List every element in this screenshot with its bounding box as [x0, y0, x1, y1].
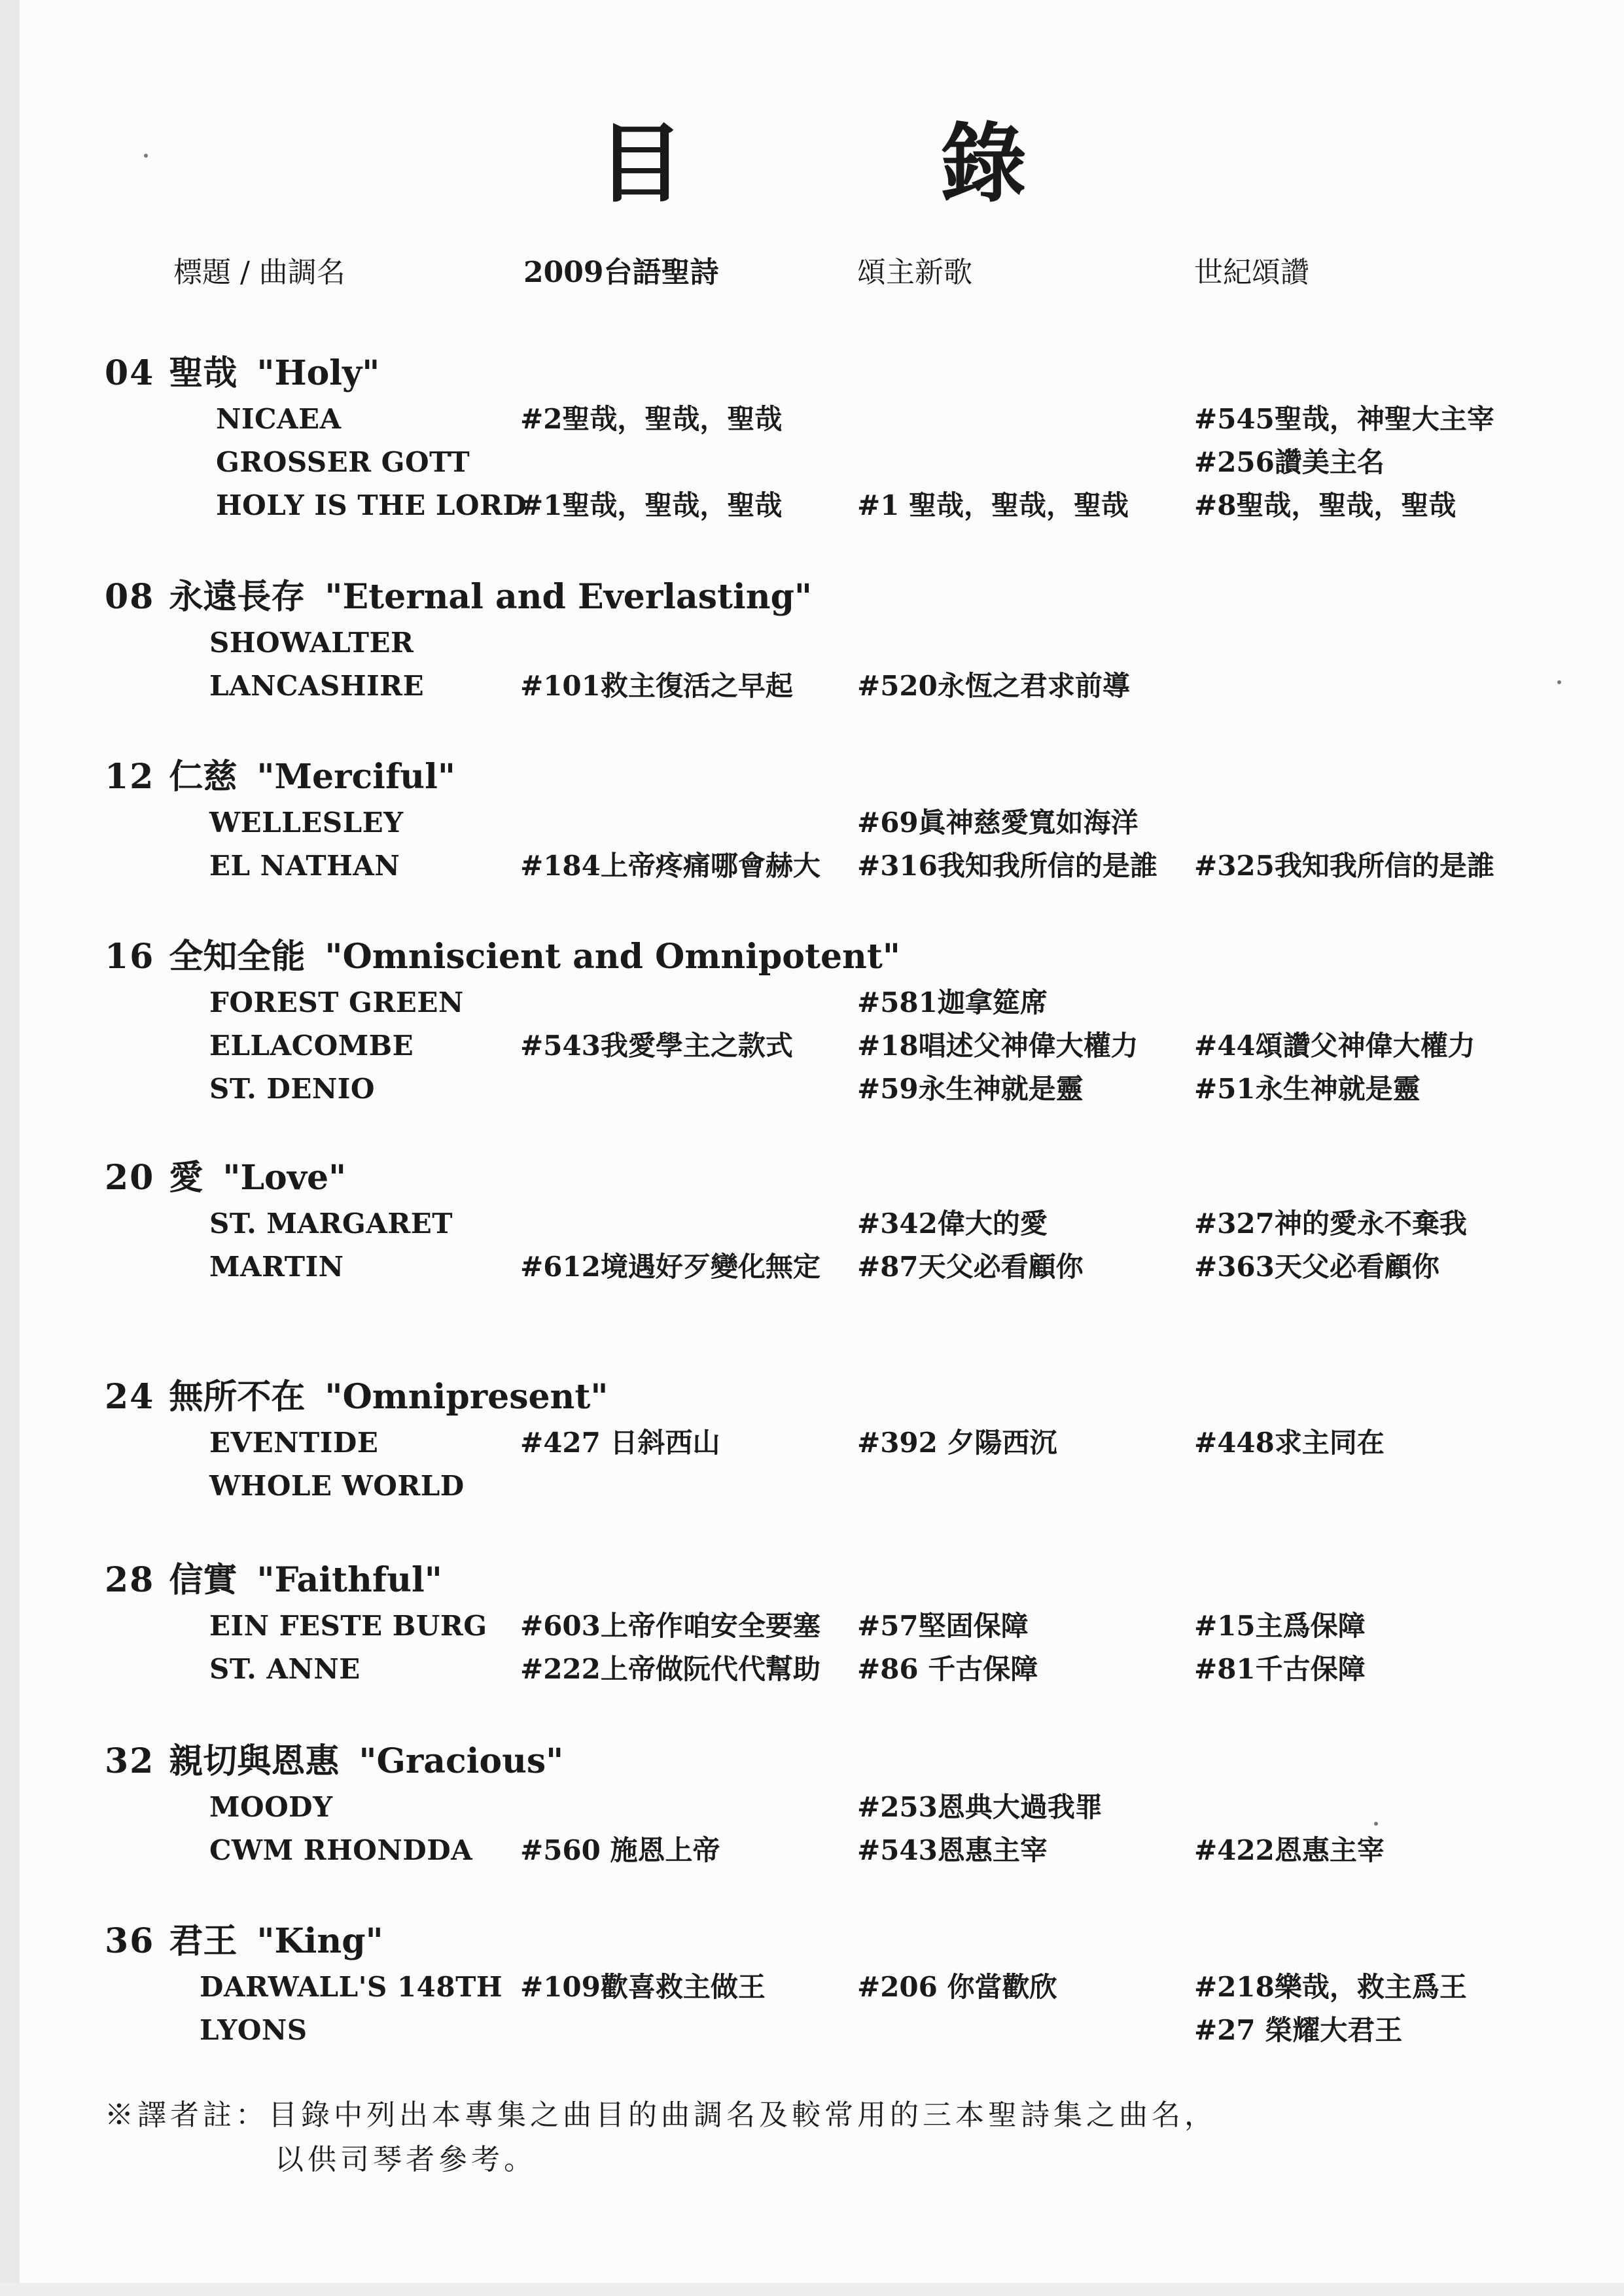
section-page-number: 20 [105, 1158, 155, 1198]
header-taiwanese-hymnal: 2009台語聖詩 [523, 256, 719, 289]
translator-note-line1: ※譯者註：目錄中列出本專集之曲目的曲調名及較常用的三本聖詩集之曲名， [105, 2098, 1217, 2132]
hymn-century-praise: #256讚美主名 [1194, 446, 1385, 478]
tune-name: ST. ANNE [209, 1653, 361, 1685]
hymn-new-songs: #253恩典大過我罪 [857, 1791, 1103, 1823]
hymn-new-songs: #69眞神慈愛寬如海洋 [857, 807, 1139, 839]
hymn-taiwanese: #1聖哉，聖哉，聖哉 [520, 489, 783, 521]
section-heading [105, 757, 455, 797]
table-row [0, 809, 1624, 848]
section-page-number: 16 [105, 937, 155, 977]
hymn-new-songs: #18唱述父神偉大權力 [857, 1030, 1139, 1062]
section-english-title: "Love" [222, 1158, 347, 1198]
tune-name: CWM RHONDDA [209, 1834, 473, 1866]
section-page-number: 28 [105, 1560, 155, 1600]
section-heading [105, 353, 380, 393]
section-heading [105, 1560, 442, 1600]
hymn-new-songs: #59永生神就是靈 [857, 1073, 1084, 1105]
tune-name: ST. MARGARET [209, 1208, 453, 1240]
tune-name: WELLESLEY [209, 807, 404, 839]
section-english-title: "King" [256, 1921, 383, 1961]
translator-note-line2: 以供司琴者參考。 [275, 2143, 537, 2176]
scan-speck [144, 154, 148, 158]
section-english-title: "Eternal and Everlasting" [325, 577, 813, 617]
tune-name: MOODY [209, 1791, 333, 1823]
hymn-taiwanese: #560 施恩上帝 [520, 1834, 720, 1866]
section-english-title: "Holy" [256, 353, 380, 393]
section-english-title: "Omniscient and Omnipotent" [325, 937, 900, 977]
section-heading [105, 937, 900, 977]
header-century-praise: 世紀頌讚 [1194, 256, 1309, 289]
hymn-taiwanese: #603上帝作咱安全要塞 [520, 1610, 821, 1642]
hymn-new-songs: #543恩惠主宰 [857, 1834, 1048, 1866]
section-chinese-title: 仁慈 [169, 757, 238, 797]
hymn-century-praise: #422恩惠主宰 [1194, 1834, 1385, 1866]
hymn-century-praise: #545聖哉，神聖大主宰 [1194, 403, 1494, 435]
hymn-new-songs: #520永恆之君求前導 [857, 670, 1130, 702]
page-title: 目 錄 [597, 113, 1112, 215]
hymn-taiwanese: #101救主復活之早起 [520, 670, 793, 702]
section-english-title: "Faithful" [256, 1560, 442, 1600]
table-row [0, 986, 1624, 1028]
hymn-new-songs: #581迦拿筵席 [857, 986, 1048, 1018]
hymn-new-songs: #57堅固保障 [857, 1610, 1029, 1642]
table-row [0, 1210, 1624, 1249]
hymn-century-praise: #81千古保障 [1194, 1653, 1366, 1685]
tune-name: LYONS [200, 2014, 308, 2046]
section-page-number: 32 [105, 1741, 155, 1781]
table-row [0, 629, 1624, 669]
section-heading [105, 1921, 383, 1961]
hymn-century-praise: #8聖哉，聖哉，聖哉 [1194, 489, 1456, 521]
hymn-new-songs: #87天父必看顧你 [857, 1251, 1084, 1283]
tune-name: DARWALL'S 148TH [200, 1971, 503, 2003]
scan-speck [1557, 680, 1561, 684]
section-chinese-title: 永遠長存 [169, 577, 306, 617]
scan-edge-bottom [0, 2283, 1624, 2296]
header-title-tune: 標題 / 曲調名 [173, 256, 345, 289]
hymn-taiwanese: #109歡喜救主做王 [520, 1971, 766, 2003]
hymn-taiwanese: #543我愛學主之款式 [520, 1030, 793, 1062]
scan-edge-left [0, 0, 20, 2296]
hymn-taiwanese: #612境遇好歹變化無定 [520, 1251, 821, 1283]
hymn-century-praise: #51永生神就是靈 [1194, 1073, 1421, 1105]
table-row [0, 489, 1624, 531]
tune-name: LANCASHIRE [209, 670, 425, 702]
section-chinese-title: 親切與恩惠 [169, 1741, 340, 1781]
header-new-songs: 頌主新歌 [857, 256, 972, 289]
tune-name: GROSSER GOTT [216, 446, 470, 478]
section-english-title: "Gracious" [359, 1741, 564, 1781]
tune-name: EL NATHAN [209, 850, 400, 882]
hymn-new-songs: #86 千古保障 [857, 1653, 1038, 1685]
table-row [0, 2014, 1624, 2056]
tune-name: ELLACOMBE [209, 1030, 414, 1062]
section-page-number: 24 [105, 1377, 155, 1417]
table-row [0, 1075, 1624, 1115]
table-row [0, 1429, 1624, 1469]
hymn-taiwanese: #222上帝做阮代代幫助 [520, 1653, 821, 1685]
hymn-century-praise: #27 榮耀大君王 [1194, 2014, 1403, 2046]
section-heading [105, 577, 813, 617]
section-chinese-title: 聖哉 [169, 353, 238, 393]
section-heading [105, 1741, 564, 1781]
section-english-title: "Merciful" [256, 757, 455, 797]
tune-name: EVENTIDE [209, 1427, 379, 1459]
hymn-taiwanese: #184上帝疼痛哪會赫大 [520, 850, 821, 882]
hymn-century-praise: #448求主同在 [1194, 1427, 1385, 1459]
table-row [0, 1472, 1624, 1512]
section-chinese-title: 愛 [169, 1158, 203, 1198]
table-row [0, 672, 1624, 712]
table-row [0, 1612, 1624, 1652]
hymn-taiwanese: #2聖哉，聖哉，聖哉 [520, 403, 783, 435]
section-chinese-title: 君王 [169, 1921, 238, 1961]
tune-name: EIN FESTE BURG [209, 1610, 487, 1642]
hymn-new-songs: #392 夕陽西沉 [857, 1427, 1057, 1459]
section-heading [105, 1158, 347, 1198]
hymn-century-praise: #325我知我所信的是誰 [1194, 850, 1494, 882]
section-chinese-title: 信實 [169, 1560, 238, 1600]
table-row [0, 1834, 1624, 1876]
hymn-new-songs: #206 你當歡欣 [857, 1971, 1057, 2003]
tune-name: NICAEA [216, 403, 342, 435]
hymn-new-songs: #1 聖哉，聖哉，聖哉 [857, 489, 1129, 521]
section-page-number: 08 [105, 577, 155, 617]
section-english-title: "Omnipresent" [325, 1377, 609, 1417]
tune-name: HOLY IS THE LORD [216, 489, 527, 521]
tune-name: SHOWALTER [209, 627, 414, 659]
section-page-number: 36 [105, 1921, 155, 1961]
table-row [0, 1032, 1624, 1071]
hymn-new-songs: #342偉大的愛 [857, 1208, 1048, 1240]
section-chinese-title: 全知全能 [169, 937, 306, 977]
tune-name: FOREST GREEN [209, 986, 464, 1018]
table-row [0, 1791, 1624, 1833]
scan-speck [1374, 1822, 1378, 1826]
tune-name: MARTIN [209, 1251, 344, 1283]
section-page-number: 04 [105, 353, 155, 393]
tune-name: WHOLE WORLD [209, 1470, 465, 1502]
hymn-century-praise: #363天父必看顧你 [1194, 1251, 1439, 1283]
section-chinese-title: 無所不在 [169, 1377, 306, 1417]
tune-name: ST. DENIO [209, 1073, 375, 1105]
table-row [0, 852, 1624, 892]
hymn-century-praise: #44頌讚父神偉大權力 [1194, 1030, 1475, 1062]
hymn-century-praise: #15主爲保障 [1194, 1610, 1366, 1642]
hymn-taiwanese: #427 日斜西山 [520, 1427, 720, 1459]
table-row [0, 403, 1624, 445]
section-page-number: 12 [105, 757, 155, 797]
table-row [0, 446, 1624, 488]
section-heading [105, 1377, 609, 1417]
hymn-century-praise: #327神的愛永不棄我 [1194, 1208, 1467, 1240]
table-row [0, 1653, 1624, 1695]
table-row [0, 1971, 1624, 2013]
table-row [0, 1253, 1624, 1293]
hymn-century-praise: #218樂哉，救主爲王 [1194, 1971, 1467, 2003]
hymn-new-songs: #316我知我所信的是誰 [857, 850, 1157, 882]
